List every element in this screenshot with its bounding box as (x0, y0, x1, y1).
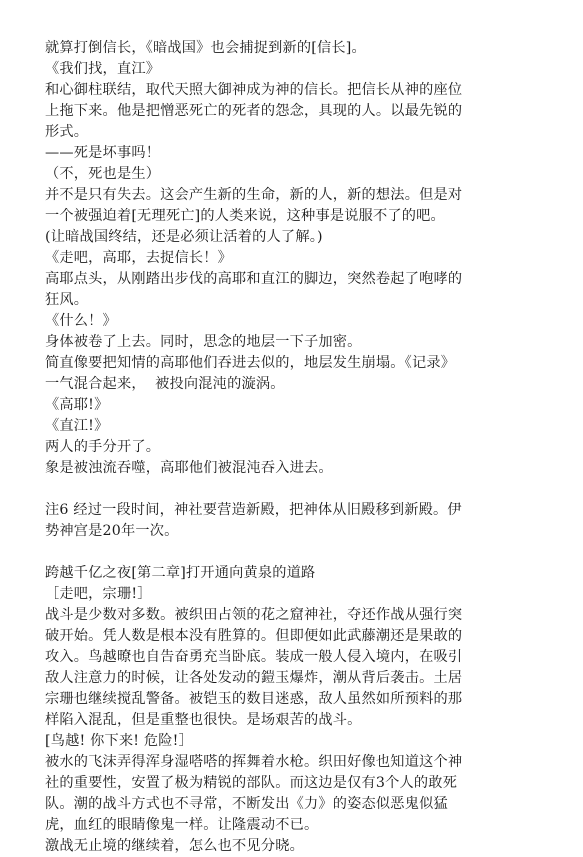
chapter-title: 跨越千亿之夜[第二章]打开通向黄泉的道路 (45, 565, 316, 581)
text-line: 和心御柱联结，取代天照大御神成为神的信长。把信长从神的座位 (45, 82, 463, 98)
text-line: 就算打倒信长，《暗战国》也会捕捉到新的[信长]。 (45, 40, 366, 56)
text-line: 队。潮的战斗方式也不寻常，不断发出《力》的姿态似恶鬼似猛 (45, 796, 448, 812)
text-line: 破开始。凭人数是根本没有胜算的。但即便如此武藤潮还是果敢的 (45, 628, 463, 644)
text-line: （不，死也是生） (45, 166, 161, 182)
text-line: 社的重要性，安置了极为精锐的部队。而这边是仅有3个人的敢死 (45, 775, 458, 791)
text-line: 宗珊也继续搅乱警备。被铠玉的数目迷惑，敌人虽然如所预料的那 (45, 691, 463, 707)
text-line: 《直江!》 (45, 418, 109, 434)
text-line: ——死是坏事吗！ (45, 145, 161, 161)
text-line: 攻入。鸟越暸也自告奋勇充当卧底。装成一般人侵入境内，在吸引 (45, 649, 463, 665)
text-line: 《什么！》 (45, 313, 117, 329)
document-page (45, 38, 555, 857)
text-line: 狂风。 (45, 292, 89, 308)
text-line: 并不是只有失去。这会产生新的生命，新的人，新的想法。但是对 (45, 187, 463, 203)
chapter-block (45, 563, 555, 857)
footnote-line: 势神宫是20年一次。 (45, 523, 179, 539)
paragraph-gap (45, 542, 555, 563)
text-line: 战斗是少数对多数。被织田占领的花之窟神社，夺还作战从强行突 (45, 607, 463, 623)
story-block (45, 38, 555, 479)
text-line: [鸟越! 你下来! 危险!］ (45, 733, 193, 749)
footnote-block (45, 500, 555, 542)
text-line: 高耶点头，从刚踏出步伐的高耶和直江的脚边，突然卷起了咆哮的 (45, 271, 463, 287)
text-line: 一气混合起来， 被投向混沌的漩涡。 (45, 376, 285, 392)
text-line: 《走吧，高耶，去捉信长！》 (45, 250, 233, 266)
text-line: 象是被浊流吞噬，高耶他们被混沌吞入进去。 (45, 460, 333, 476)
text-line: 激战无止境的继续着，怎么也不见分晓。 (45, 838, 304, 854)
footnote-line: 注6 经过一段时间，神社要营造新殿，把神体从旧殿移到新殿。伊 (45, 502, 462, 518)
text-line: 形式。 (45, 124, 89, 140)
text-line: (让暗战国终结，还是必须让活着的人了解。) (45, 229, 323, 245)
text-line: 两人的手分开了。 (45, 439, 161, 455)
text-line: 《高耶!》 (45, 397, 109, 413)
text-line: 简直像要把知情的高耶他们吞进去似的，地层发生崩塌。《记录》 (45, 355, 456, 371)
paragraph-gap (45, 479, 555, 500)
text-line: 一个被强迫着[无理死亡]的人类来说，这种事是说服不了的吧。 (45, 208, 445, 224)
text-line: 被水的飞沫弄得浑身湿嗒嗒的挥舞着水枪。织田好像也知道这个神 (45, 754, 463, 770)
text-line: 敌人注意力的时候，让各处发动的鎧玉爆炸，潮从背后袭击。土居 (45, 670, 463, 686)
text-line: 样陷入混乱，但是重整也很快。是场艰苦的战斗。 (45, 712, 362, 728)
text-line: 上拖下来。他是把憎恶死亡的死者的怨念，具现的人。以最先锐的 (45, 103, 463, 119)
text-line: 身体被卷了上去。同时，思念的地层一下子加密。 (45, 334, 362, 350)
text-line: 虎，血红的眼睛像鬼一样。让隆震动不已。 (45, 817, 319, 833)
text-line: ［走吧，宗珊!］ (45, 586, 152, 602)
text-line: 《我们找，直江》 (45, 61, 161, 77)
